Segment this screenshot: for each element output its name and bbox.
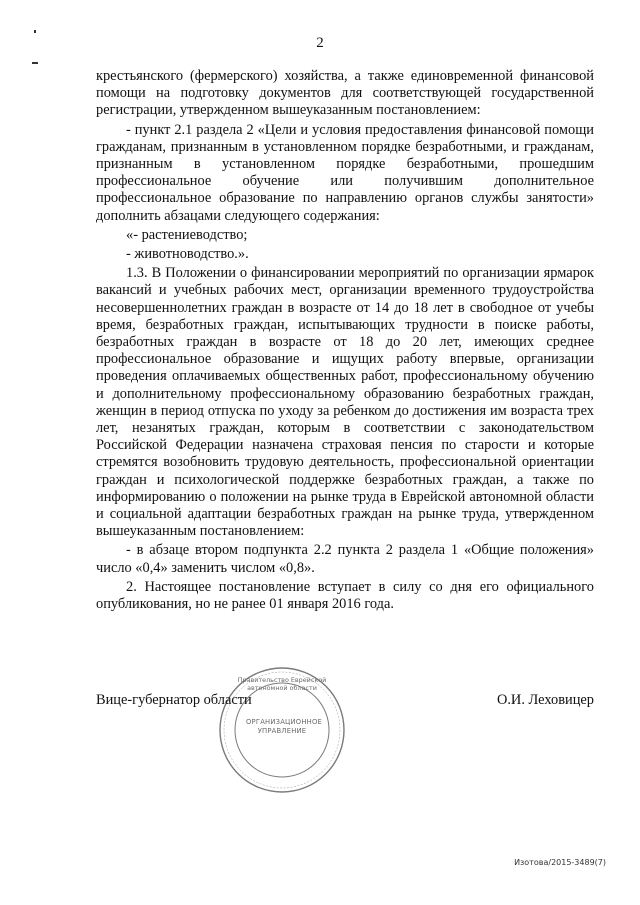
- paragraph-6: - в абзаце втором подпункта 2.2 пункта 2 раздела 1 «Общие положения» число «0,4» заменить числом «0,8».: [96, 542, 594, 576]
- paragraph-2: - пункт 2.1 раздела 2 «Цели и условия предоставления финансовой помощи гражданам, признанным в установленном порядке безработными, и гражданам, признанным в установленном порядке безработными, прошедшим профессиональное обучение или получившим дополнительное профессиональное образование по направлению органов службы занятости» дополнить абзацами следующего содержания:: [96, 121, 594, 224]
- paragraph-7: 2. Настоящее постановление вступает в силу со дня его официального опубликования, но не ранее 01 января 2016 года.: [96, 578, 594, 613]
- scan-mark-left: [32, 62, 38, 64]
- signatory-name: О.И. Леховицер: [496, 692, 594, 708]
- stamp-center-line-1: ОРГАНИЗАЦИОННОЕ: [246, 718, 323, 726]
- signatory-title: Вице-губернатор области: [96, 692, 252, 708]
- stamp-center-text: [246, 718, 323, 736]
- official-stamp: [216, 664, 348, 796]
- document-body: [96, 68, 594, 613]
- list-item-livestock: - животноводство.».: [126, 246, 249, 263]
- document-footer-code: Изотова/2015-3489(7): [514, 858, 606, 867]
- signature-block: [96, 692, 594, 712]
- scan-mark-top: [34, 30, 36, 33]
- stamp-center-line-2: УПРАВЛЕНИЕ: [257, 727, 307, 735]
- paragraph-5: 1.3. В Положении о финансировании мероприятий по организации ярмарок вакансий и учебных рабочих мест, организации временного трудоустройства несовершеннолетних граждан в возрасте от 14 до 18 лет в свободное от учебы время, безработных граждан, испытывающих трудности в поиске работы, безработных граждан в возрасте от 18 до 20 лет, имеющих среднее профессиональное образование и ищущих работу впервые, организации проведения оплачиваемых общественных работ, профессиональному обучению и дополнительному профессиональному образованию безработных граждан, женщин в период отпуска по уходу за ребенком до достижения им возраста трех лет, незанятых граждан, которым в соответствии с законодательством Российской Федерации назначена страховая пенсия по старости и которые стремятся возобновить трудовую деятельность, профессиональной ориентации граждан и психологической поддержке безработных граждан, а также по информированию о положении на рынке труда в Еврейской автономной области и социальной адаптации безработных граждан на рынке труда, утвержденном вышеуказанным постановлением:: [96, 265, 594, 540]
- page-number: 2: [316, 35, 324, 51]
- stamp-ring-label: Правительство Еврейской автономной области: [237, 676, 327, 692]
- list-item-crop-farming: «- растениеводство;: [126, 226, 248, 243]
- paragraph-1: крестьянского (фермерского) хозяйства, а также единовременной финансовой помощи на подготовку документов для соответствующей государственной регистрации, утвержденном вышеуказанным постановлением:: [96, 68, 594, 119]
